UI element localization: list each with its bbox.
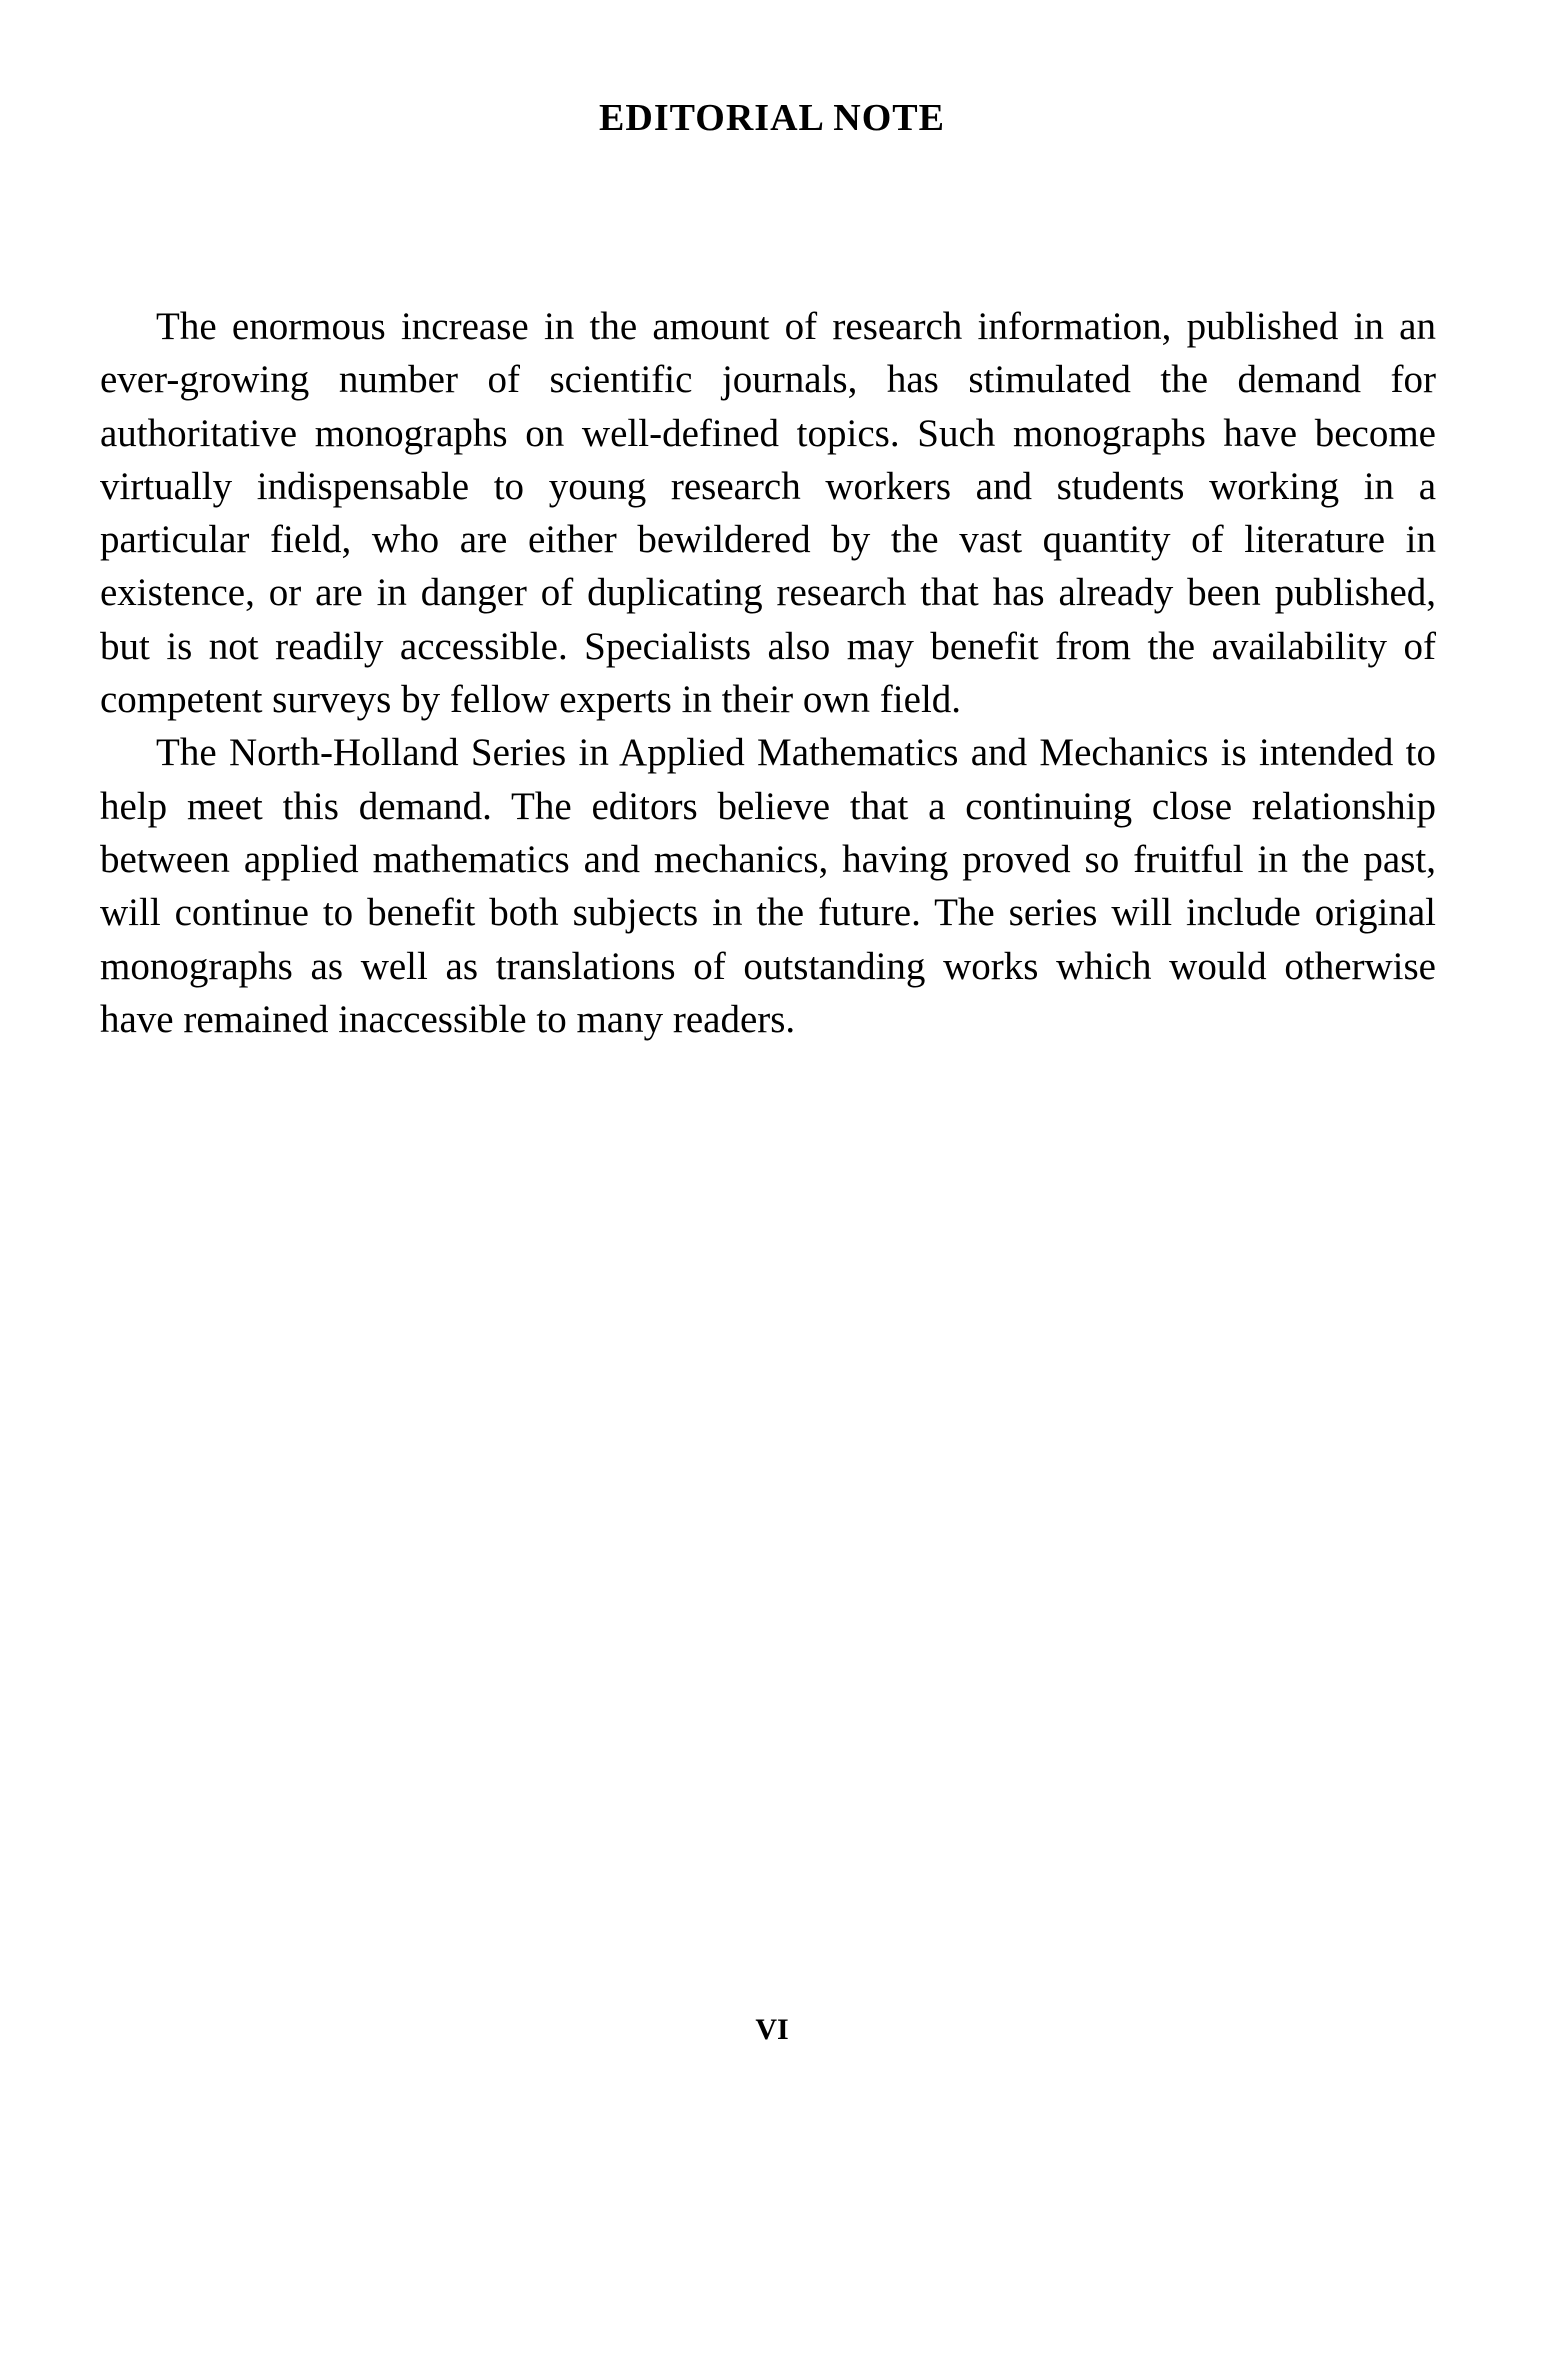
page-number: VI [755,2013,789,2046]
body-text [100,300,1436,1046]
paragraph-1: The enormous increase in the amount of research information, published in an ever-growing number of scientific journals, has stimulated the demand for authoritative monographs on well-defined topics. Such monographs have become virtually indispensable to young research workers and students working in a particular field, who are either bewildered by the vast quantity of literature in existence, or are in danger of duplicating research that has already been published, but is not readily accessible. Specialists also may benefit from the availability of competent surveys by fellow experts in their own field. [100,305,1436,722]
page-title: EDITORIAL NOTE [599,97,945,139]
paragraph-2: The North-Holland Series in Applied Mathematics and Mechanics is intended to help meet this demand. The editors believe that a continuing close relationship between applied mathematics and mechanics, having proved so fruitful in the past, will continue to benefit both subjects in the future. The series will include original monographs as well as translations of outstanding works which would otherwise have remained inaccessible to many readers. [100,731,1436,1041]
